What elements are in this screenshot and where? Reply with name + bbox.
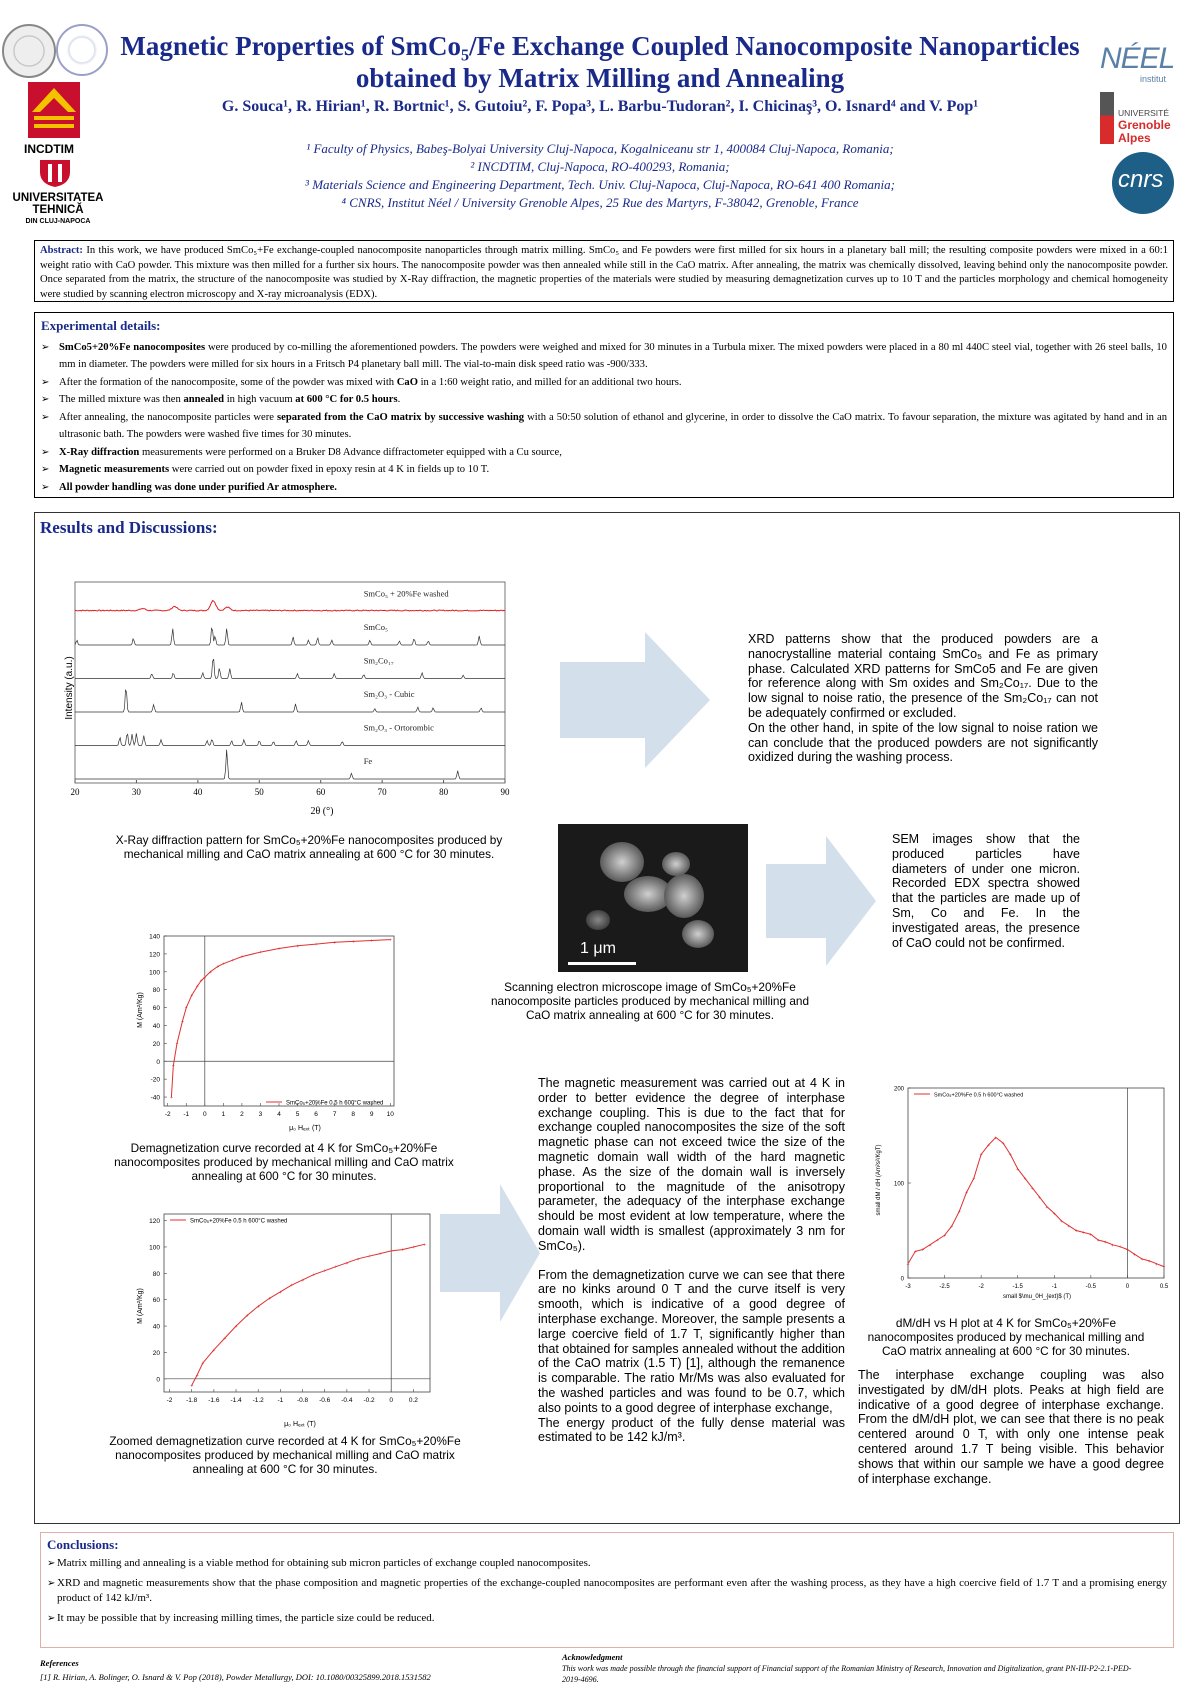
demag-chart: [130, 910, 440, 1132]
xrd-tick-label: 80: [439, 787, 449, 797]
dmdh-data-point: +: [1001, 1141, 1005, 1148]
zoom-data-point: +: [289, 1283, 293, 1290]
xrd-tick-label: 40: [193, 787, 203, 797]
xrd-text-2: On the other hand, in spite of the low signal to noise ration we can conclude that the produced powders are not significantly oxidized during the washing process.: [748, 720, 1098, 765]
dmdh-xtick-label: -1: [1051, 1284, 1057, 1290]
xrd-series-line: [75, 690, 505, 712]
demag-xtick-label: 9: [369, 1111, 374, 1118]
zoom-ytick-label: 40: [152, 1323, 160, 1331]
exp-item-7: ➢ All powder handling was done under purified Ar atmosphere.: [41, 479, 1167, 497]
exp-item-3: ➢ The milled mixture was then annealed in high vacuum at 600 °C for 0.5 hours.: [41, 391, 1167, 409]
conclusions-title: Conclusions:: [47, 1537, 119, 1552]
mag-text-3: The energy product of the fully dense material was estimated to be 142 kJ/m³.: [538, 1415, 845, 1445]
incdtim-logo: [28, 82, 80, 138]
title-line-2: obtained by Matrix Milling and Annealing: [355, 63, 845, 93]
reference-1: [1] R. Hirian, A. Bolinger, O. Isnard & V. Pop (2018), Powder Metallurgy, DOI: 10.1080/00325899.2018.1531582: [40, 1672, 431, 1682]
dmdh-data-point: +: [1111, 1242, 1115, 1249]
demag-xtick-label: 3: [258, 1111, 263, 1118]
xrd-caption: X-Ray diffraction pattern for SmCo₅+20%Fe nanocomposites produced by mechanical milling and CaO matrix annealing at 600 °C for 30 minutes.: [115, 833, 503, 861]
demag-xtick-label: 8: [351, 1111, 356, 1118]
dmdh-chart: [872, 1080, 1172, 1302]
authors: G. Souca¹, R. Hirian¹, R. Bortnic¹, S. Gutoiu², F. Popa³, L. Barbu-Tudoran², I. Chicinaş³, O. Isnard⁴ and V. Pop¹: [221, 98, 979, 115]
demag-data-point: +: [169, 1095, 173, 1102]
dmdh-xtick-label: -2.5: [939, 1284, 950, 1290]
zoom-xtick-label: -0.6: [319, 1397, 331, 1404]
zoom-data-point: +: [323, 1268, 327, 1275]
results-title: Results and Discussions:: [40, 518, 218, 537]
zoom-ytick-label: 120: [149, 1218, 160, 1226]
poster-title: [110, 30, 1090, 94]
zoom-ytick-label: 0: [156, 1376, 160, 1384]
demag-xtick-label: -1: [183, 1111, 190, 1118]
xrd-tick-label: 60: [316, 787, 326, 797]
zoom-data-point: +: [223, 1335, 227, 1342]
dmdh-data-point: +: [1104, 1239, 1107, 1246]
cnrs-logo: cnrs: [1112, 152, 1174, 214]
zoom-chart: [130, 1206, 440, 1428]
demag-data-point: +: [181, 1019, 185, 1025]
exp-item-4: ➢ After annealing, the nanocomposite particles were separated from the CaO matrix by successive washing with a 50:50 solution of ethanol and glycerine, in order to dissolve the CaO matrix. To favour separation, the mixture was agitated by hand and in an ultrasonic bath. The powders were washed five times for 30 minutes.: [41, 409, 1167, 444]
dmdh-xtick-label: -0.5: [1085, 1284, 1097, 1290]
dmdh-data-point: +: [1140, 1257, 1144, 1263]
zoom-data-point: +: [301, 1277, 305, 1284]
abstract-box: [34, 240, 1174, 302]
demag-data-point: +: [184, 1005, 188, 1012]
xrd-text: [748, 632, 1098, 765]
zoom-data-point: +: [195, 1372, 199, 1379]
dmdh-data-point: +: [913, 1249, 917, 1256]
dmdh-xtick-label: -1.5: [1012, 1284, 1023, 1290]
dmdh-data-point: +: [1147, 1258, 1151, 1265]
sem-text: SEM images show that the produced particles have diameters of under one micron. Recorded EDX spectra showed that the particles are made up of Sm, Co and Fe. In the investigated areas, the presence of CaO could not be confirmed.: [892, 832, 1080, 950]
demag-data-point: +: [370, 938, 374, 945]
acknowledgment-text: This work was made possible through the financial support of Financial support of the Romanian Ministry of Research, Innovation and Digitalization, grant PN-III-P2-2.1-PED-2019-4696.: [562, 1664, 1132, 1684]
demag-ylabel: M (Am²/Kg): [137, 992, 144, 1028]
demag-data-point: +: [221, 961, 225, 968]
dmdh-text: The interphase exchange coupling was also investigated by dM/dH plots. Peaks at high field are indicative of a good degree of interphase exchange. From the dM/dH plot, we can see that there is no peak centered around 0 T, with only one intense peak centered around 1.7 T being visible. This behavior shows that within our sample we have a good degree of interphase exchange.: [858, 1368, 1164, 1486]
dmdh-xtick-label: -3: [905, 1284, 911, 1290]
dmdh-xlabel: small $\mu_0H_{ext}$ (T): [1002, 1294, 1072, 1300]
dmdh-data-point: +: [1038, 1195, 1042, 1202]
references-title: References: [40, 1658, 79, 1668]
dmdh-data-point: +: [1162, 1264, 1166, 1271]
xrd-series-label: Sm₂O₃ - Ortorombic: [363, 722, 434, 733]
zoom-data-point: +: [345, 1260, 349, 1267]
xrd-tick-label: 30: [131, 787, 141, 797]
abstract-label: Abstract:: [40, 245, 83, 256]
arrow-xrd: [560, 632, 710, 768]
demag-xtick-label: 2: [240, 1111, 244, 1118]
zoom-ytick-label: 20: [152, 1349, 160, 1357]
zoom-xtick-label: -1.8: [186, 1397, 198, 1404]
xrd-tick-label: 70: [377, 787, 387, 797]
dmdh-data-point: +: [1008, 1152, 1012, 1159]
physics-seal-logo: [56, 24, 108, 76]
arrow-zoom: [440, 1184, 540, 1322]
xrd-series-label: SmCo₅ + 20%Fe washed: [363, 588, 449, 599]
dmdh-data-point: +: [1118, 1244, 1122, 1251]
dmdh-xtick-label: 0.5: [1159, 1284, 1169, 1290]
dmdh-data-point: +: [1045, 1204, 1049, 1211]
dmdh-xtick-label: -2: [978, 1284, 984, 1290]
zoom-ylabel: M (Am²/Kg): [137, 1288, 144, 1324]
dmdh-data-point: +: [935, 1238, 939, 1244]
affiliation-4: ⁴ CNRS, Institut Néel / University Grenoble Alpes, 25 Rue des Martyrs, F-38042, Grenoble, France: [341, 195, 859, 210]
demag-ytick-label: 60: [152, 1005, 160, 1013]
dmdh-caption: dM/dH vs H plot at 4 K for SmCo₅+20%Fe nanocomposites produced by mechanical milling and CaO matrix annealing at 600 °C for 30 minutes.: [867, 1316, 1145, 1358]
zoom-xtick-label: -0.4: [341, 1397, 353, 1404]
zoom-data-point: +: [256, 1304, 260, 1311]
demag-legend-label: SmCo₅+20%Fe 0.5 h 600°C washed: [286, 1100, 384, 1107]
demag-ytick-label: 40: [152, 1022, 160, 1030]
dmdh-data-point: +: [1052, 1211, 1056, 1218]
neel-logo: NÉEL institut: [1100, 42, 1175, 84]
demag-xtick-label: 1: [221, 1111, 226, 1118]
demag-xtick-label: 0: [202, 1111, 207, 1118]
zoom-data-point: +: [334, 1264, 338, 1271]
zoom-xtick-label: -2: [166, 1397, 173, 1404]
conclusion-item-2: ➢ XRD and magnetic measurements show that the phase composition and magnetic properties of the exchange-coupled nanocomposites are performant even after the washing process, as they have a high coercive field of 1.7 T and a promising energy product of 142 kJ/m³.: [47, 1576, 1167, 1606]
utcn-label-3: DIN CLUJ-NAPOCA: [25, 218, 91, 225]
dmdh-data-point: +: [1089, 1232, 1093, 1239]
zoom-xtick-label: -1.6: [208, 1397, 220, 1404]
exp-item-5: ➢ X-Ray diffraction measurements were performed on a Bruker D8 Advance diffractometer equipped with a Cu source,: [41, 444, 1167, 462]
xrd-series-line: [75, 659, 505, 679]
zoom-data-point: +: [190, 1383, 194, 1390]
demag-series-line: [171, 937, 392, 1098]
demag-ytick-label: -40: [150, 1094, 160, 1102]
demag-xlabel: μ₀ Hₑₓₜ (T): [289, 1125, 321, 1132]
zoom-data-point: +: [201, 1360, 205, 1367]
demag-ytick-label: 80: [152, 987, 160, 995]
demag-data-point: +: [208, 969, 212, 976]
demag-xtick-label: 6: [314, 1111, 318, 1118]
xrd-series-label: Sm₂Co₁₇: [363, 655, 394, 666]
experimental-title: Experimental details:: [41, 318, 161, 333]
uga-logo: UNIVERSITÉ Grenoble Alpes: [1100, 92, 1184, 144]
demag-data-point: +: [195, 984, 199, 991]
dmdh-ytick-label: 100: [893, 1181, 904, 1188]
dmdh-ytick-label: 0: [900, 1276, 904, 1283]
demag-frame: [164, 936, 394, 1106]
zoom-ytick-label: 100: [149, 1244, 160, 1252]
dmdh-data-point: +: [906, 1261, 910, 1268]
affiliation-2: ² INCDTIM, Cluj-Napoca, RO-400293, Romania;: [470, 159, 730, 174]
demag-xtick-label: 7: [332, 1111, 337, 1118]
xrd-xlabel: 2θ (°): [310, 806, 334, 817]
dmdh-data-point: +: [1133, 1252, 1137, 1259]
dmdh-data-point: +: [1082, 1230, 1086, 1237]
zoom-xlabel: μ₀ Hₑₓₜ (T): [284, 1421, 316, 1428]
dmdh-legend-label: SmCo₅+20%Fe 0.5 h 600°C washed: [934, 1092, 1024, 1099]
affiliation-3: ³ Materials Science and Engineering Department, Tech. Univ. Cluj-Napoca, Cluj-Napoca, RO-641 400 Romania;: [305, 177, 895, 192]
demag-ytick-label: 100: [149, 969, 160, 977]
dmdh-data-point: +: [1074, 1228, 1078, 1235]
demag-ytick-label: 140: [149, 933, 160, 941]
xrd-series-line: [75, 733, 505, 745]
xrd-tick-label: 90: [500, 787, 510, 797]
zoom-data-point: +: [267, 1296, 271, 1303]
zoom-xtick-label: -1: [277, 1397, 284, 1404]
demag-ytick-label: 0: [156, 1058, 160, 1066]
demag-data-point: +: [216, 964, 220, 971]
zoom-series-line: [192, 1244, 425, 1385]
abstract-text: In this work, we have produced SmCo₅+Fe exchange-coupled nanocomposite nanoparticles through matrix milling. SmCo₅ and Fe powders were first milled for six hours in a planetary ball mill; the resulting composite powders were mixed in a 60:1 weight ratio with CaO powder. This mixture was then milled for a further six hours. The nanocomposite powder was then annealed while still in the CaO matrix. After annealing, the matrix was chemically dissolved, leaving behind only the nanocomposite powder. Once separated from the matrix, the structure of the nanocomposite was studied by X-Ray diffraction, the magnetic properties of the materials were studied by measuring demagnetization curves up to 10 T and the particles morphology and chemical homogeneity were studied by scanning electron microscopy and X-ray microanalysis (EDX).: [40, 245, 1168, 300]
zoom-caption: Zoomed demagnetization curve recorded at 4 K for SmCo₅+20%Fe nanocomposites produced by mechanical milling and CaO matrix annealing at 600 °C for 30 minutes.: [109, 1434, 461, 1476]
demag-xtick-label: 5: [295, 1111, 300, 1118]
demag-data-point: +: [240, 954, 244, 961]
zoom-data-point: +: [367, 1254, 371, 1261]
utcn-label-2: TEHNICĂ: [32, 204, 84, 216]
dmdh-data-point: +: [957, 1209, 961, 1216]
demag-data-point: +: [314, 942, 318, 949]
exp-item-2: ➢ After the formation of the nanocomposite, some of the powder was mixed with CaO in a 1:60 weight ratio, and milled for an additional two hours.: [41, 374, 1167, 392]
dmdh-ylabel: small dM / dH (Am²s²/KgT): [876, 1144, 882, 1216]
demag-data-point: +: [296, 943, 300, 950]
demag-data-point: +: [351, 939, 355, 946]
affiliation-1: ¹ Faculty of Physics, Babeş-Bolyai University Cluj-Napoca, Kogalniceanu str 1, 400084 Cluj-Napoca, Romania;: [306, 141, 894, 156]
dmdh-data-point: +: [972, 1176, 976, 1183]
conclusion-item-3: ➢ It may be possible that by increasing milling times, the particle size could be reduced.: [47, 1611, 1167, 1626]
zoom-data-point: +: [245, 1313, 249, 1320]
exp-item-1: ➢ SmCo5+20%Fe nanocomposites were produced by co-milling the aforementioned powders. The powders were weighed and mixed for 30 minutes in a Turbula mixer. The mixed powders were placed in a 80 ml 440C steel vial, together with 26 steel balls, 10 mm in diameter. The powders were milled for six hours in a Fritsch P4 planetary ball mill. The vial-to-main disk speed ratio was -900/333.: [41, 339, 1167, 374]
experimental-box: [34, 312, 1174, 498]
mag-text-1: The magnetic measurement was carried out at 4 K in order to better evidence the degree of interphase exchange coupling. This is due to the fact that for exchange coupled nanocomposites the size of the soft magnetic phase can not exceed twice the size of the magnetic domain wall width of the hard magnetic phase. As the size of the domain wall is inversely proportional to the magnitude of the anisotropy parameter, the adequacy of the interphase exchange should be most evident at low temperature, where the domain wall width is smallest (approximately 3 nm for SmCo₅).: [538, 1076, 845, 1253]
xrd-series-label: SmCo₅: [363, 621, 388, 632]
sem-caption: Scanning electron microscope image of SmCo₅+20%Fe nanocomposite particles produced by mechanical milling and CaO matrix annealing at 600 °C for 30 minutes.: [490, 980, 810, 1022]
demag-data-point: +: [333, 940, 337, 947]
zoom-data-point: +: [312, 1272, 316, 1279]
dmdh-data-point: +: [928, 1242, 932, 1249]
acknowledgment: [562, 1652, 1132, 1685]
xrd-series-line: [75, 601, 505, 612]
xrd-series-line: [75, 628, 505, 645]
demag-data-point: +: [277, 946, 281, 953]
zoom-data-point: +: [400, 1247, 404, 1254]
zoom-xtick-label: -1.2: [252, 1397, 264, 1404]
demag-data-point: +: [203, 975, 207, 982]
zoom-legend-label: SmCo₅+20%Fe 0.5 h 600°C washed: [190, 1218, 288, 1225]
xrd-series-line: [75, 750, 505, 779]
zoom-xtick-label: 0: [389, 1397, 394, 1404]
acknowledgment-title: Acknowledgment: [562, 1652, 623, 1662]
xrd-series-label: Fe: [363, 755, 373, 766]
sem-scale-bar: [568, 962, 636, 965]
dmdh-data-point: +: [1096, 1238, 1100, 1244]
exp-item-6: ➢ Magnetic measurements were carried out on powder fixed in epoxy resin at 4 K in fields up to 10 T.: [41, 461, 1167, 479]
demag-ytick-label: -20: [150, 1076, 160, 1084]
dmdh-data-point: +: [921, 1247, 925, 1254]
demag-data-point: +: [190, 993, 194, 1000]
demag-xtick-label: 4: [277, 1111, 281, 1118]
xrd-ylabel: Intensity (a.u.): [64, 656, 75, 720]
demag-data-point: +: [199, 978, 203, 985]
xrd-chart: [60, 578, 560, 818]
dmdh-data-point: +: [1125, 1247, 1129, 1254]
zoom-data-point: +: [212, 1347, 216, 1354]
zoom-xtick-label: -0.8: [296, 1397, 309, 1404]
dmdh-ytick-label: 200: [893, 1086, 904, 1093]
dmdh-data-point: +: [950, 1223, 954, 1230]
dmdh-data-point: +: [1016, 1166, 1020, 1173]
dmdh-data-point: +: [1023, 1176, 1027, 1183]
xrd-text-1: XRD patterns show that the produced powders are a nanocrystalline material containg SmCo₅ and Fe as primary phase. Calculated XRD patterns for SmCo5 and Fe are given for reference along with Sm oxides and Sm₂Co₁₇. Due to the low signal to noise ratio, the presence of the Sm₂Co₁₇ can not be adequately confirmed or excluded.: [748, 632, 1098, 720]
zoom-data-point: +: [389, 1248, 393, 1255]
demag-data-point: +: [231, 958, 235, 965]
demag-xtick-label: -2: [164, 1111, 171, 1118]
mag-text: [538, 1076, 845, 1445]
affiliations: [180, 140, 1020, 212]
xrd-series-label: Sm₂O₃ - Cubic: [363, 688, 415, 699]
demag-xtick-label: 10: [386, 1111, 394, 1118]
demag-ytick-label: 120: [149, 951, 160, 959]
dmdh-data-point: +: [986, 1143, 990, 1149]
zoom-data-point: +: [278, 1289, 282, 1296]
zoom-data-point: +: [234, 1324, 238, 1331]
zoom-data-point: +: [356, 1256, 360, 1263]
demag-data-point: +: [175, 1041, 179, 1048]
xrd-tick-label: 50: [254, 787, 264, 797]
dmdh-data-point: +: [943, 1233, 947, 1240]
dmdh-data-point: +: [1155, 1261, 1159, 1268]
demag-data-point: +: [171, 1063, 175, 1070]
references: [40, 1656, 560, 1684]
ubb-seal-logo: [2, 24, 56, 78]
zoom-xtick-label: -0.2: [363, 1397, 375, 1404]
xrd-tick-label: 20: [70, 787, 80, 797]
title-line-1: Magnetic Properties of SmCo₅/Fe Exchange Coupled Nanocomposite Nanoparticles: [120, 31, 1080, 61]
conclusion-item-1: ➢ Matrix milling and annealing is a viable method for obtaining sub micron particles of exchange coupled nanocomposites.: [47, 1556, 1167, 1571]
dmdh-data-point: +: [994, 1135, 998, 1142]
zoom-xtick-label: 0.2: [408, 1397, 418, 1404]
sem-scale-label: 1 μm: [580, 940, 616, 957]
mag-text-2: From the demagnetization curve we can see that there are no kinks around 0 T and the curve itself is very smooth, which is indicative of a good degree of interphase exchange. Moreover, the sample presents a large coercive field of 1.7 T, significantly higher than that obtained for samples annealed without the addition of the CaO matrix (1.5 T) [1], although the remanence is comparable. The ratio Mr/Ms was also evaluated for the washed particles and was found to be 0.7, which also points to a good degree of interphase exchange,: [538, 1267, 845, 1415]
zoom-data-point: +: [422, 1242, 426, 1249]
dmdh-data-point: +: [1060, 1219, 1064, 1225]
xrd-frame: [75, 582, 505, 783]
dmdh-data-point: +: [1067, 1223, 1071, 1230]
zoom-xtick-label: -1.4: [230, 1397, 242, 1404]
utcn-label-1: UNIVERSITATEA: [12, 192, 104, 204]
dmdh-data-point: +: [965, 1190, 968, 1197]
incdtim-label: INCDTIM: [24, 142, 74, 156]
demag-caption: Demagnetization curve recorded at 4 K for SmCo₅+20%Fe nanocomposites produced by mechanical milling and CaO matrix annealing at 600 °C for 30 minutes.: [114, 1141, 454, 1183]
zoom-ytick-label: 60: [152, 1297, 160, 1305]
dmdh-xtick-label: 0: [1125, 1284, 1130, 1290]
arrow-sem: [766, 836, 876, 966]
demag-ytick-label: 20: [152, 1040, 160, 1048]
utcn-logo: [38, 158, 72, 188]
dmdh-data-point: +: [1030, 1185, 1034, 1192]
zoom-ytick-label: 80: [152, 1270, 160, 1278]
conclusions-box: [40, 1532, 1174, 1648]
zoom-data-point: +: [378, 1251, 382, 1258]
sem-image: [558, 824, 748, 972]
zoom-data-point: +: [411, 1244, 415, 1251]
dmdh-data-point: +: [979, 1152, 983, 1159]
demag-data-point: +: [388, 937, 392, 944]
demag-data-point: +: [258, 950, 262, 957]
